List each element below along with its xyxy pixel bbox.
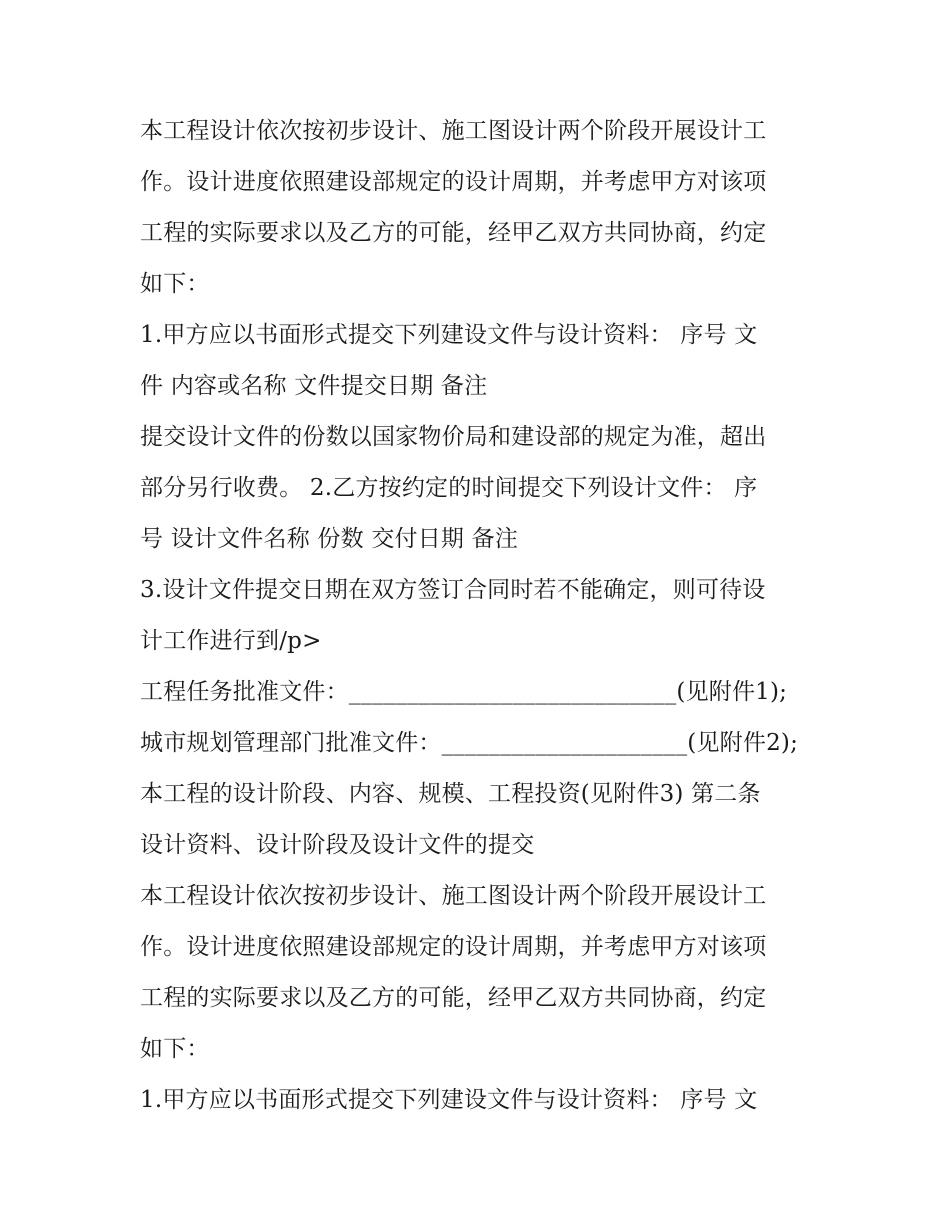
- text-line: 作。设计进度依照建设部规定的设计周期，并考虑甲方对该项: [140, 934, 767, 960]
- text-line: 城市规划管理部门批准文件：_____________________(见附件2);: [140, 730, 799, 756]
- text-line: 3.设计文件提交日期在双方签订合同时若不能确定，则可待设: [140, 577, 766, 603]
- text-line: 件 内容或名称 文件提交日期 备注: [140, 373, 488, 399]
- text-line: 如下：: [140, 271, 210, 297]
- text-line: 号 设计文件名称 份数 交付日期 备注: [140, 526, 519, 552]
- text-line: 本工程设计依次按初步设计、施工图设计两个阶段开展设计工: [140, 883, 767, 909]
- document-body: [140, 106, 820, 1126]
- text-line: 工程的实际要求以及乙方的可能，经甲乙双方共同协商，约定: [140, 220, 767, 246]
- text-line: 提交设计文件的份数以国家物价局和建设部的规定为准，超出: [140, 424, 767, 450]
- text-line: 部分另行收费。 2.乙方按约定的时间提交下列设计文件： 序: [140, 475, 758, 501]
- text-line: 本工程的设计阶段、内容、规模、工程投资(见附件3) 第二条: [140, 781, 761, 807]
- text-line: 计工作进行到/p>: [140, 628, 322, 654]
- text-line: 工程任务批准文件：____________________________(见附件1);: [140, 679, 788, 705]
- text-line: 作。设计进度依照建设部规定的设计周期，并考虑甲方对该项: [140, 169, 767, 195]
- text-line: 1.甲方应以书面形式提交下列建设文件与设计资料： 序号 文: [140, 322, 758, 348]
- text-line: 如下：: [140, 1036, 210, 1062]
- text-line: 设计资料、设计阶段及设计文件的提交: [140, 832, 535, 858]
- text-line: 1.甲方应以书面形式提交下列建设文件与设计资料： 序号 文: [140, 1087, 758, 1113]
- text-line: 本工程设计依次按初步设计、施工图设计两个阶段开展设计工: [140, 118, 767, 144]
- text-line: 工程的实际要求以及乙方的可能，经甲乙双方共同协商，约定: [140, 985, 767, 1011]
